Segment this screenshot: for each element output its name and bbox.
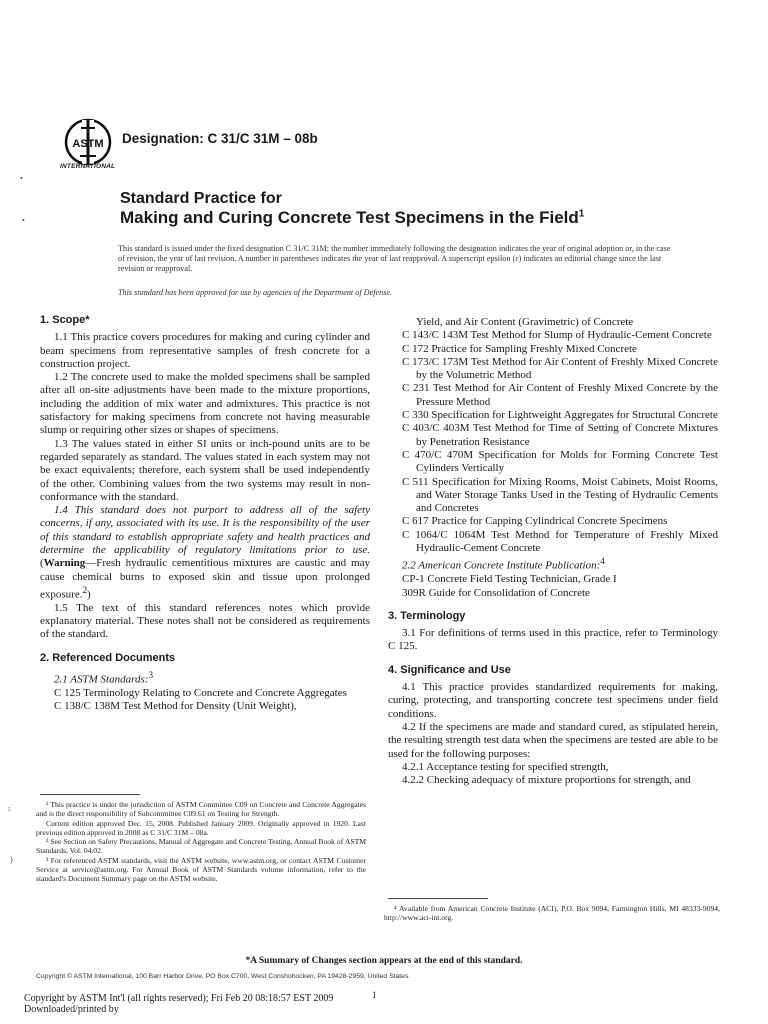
- ref-c138: C 138/C 138M Test Method for Density (Unit Weight),: [54, 700, 297, 713]
- ref-item: C 470/C 470M Specification for Molds for Forming Concrete Test Cylinders Vertically: [402, 448, 718, 475]
- scope-heading: 1. Scope*: [40, 314, 90, 326]
- footnote-1: ¹ This practice is under the jurisdiction of ASTM Committee C09 on Concrete and Concrete Aggregates and is the direct responsibility of Subcommittee C09.61 on Testing for Strength.: [36, 800, 366, 819]
- copyright-line: Copyright © ASTM International, 100 Barr Harbor Drive, PO Box C700, West Conshohocken, PA 19428-2959, United States.: [36, 973, 411, 980]
- ref-item: C 173/C 173M Test Method for Air Content of Freshly Mixed Concrete by the Volumetric Method: [402, 355, 718, 382]
- ref-item: C 330 Specification for Lightweight Aggregates for Structural Concrete: [402, 409, 718, 422]
- significance-heading: 4. Significance and Use: [388, 663, 511, 676]
- ref-item: C 511 Specification for Mixing Rooms, Moist Cabinets, Moist Rooms, and Water Storage Tanks Used in the Testing of Hydraulic Cements and Concretes: [402, 475, 718, 515]
- footnote-2: ² See Section on Safety Precautions, Manual of Aggregate and Concrete Testing, Annual Book of ASTM Standards, Vol. 04.02.: [36, 837, 366, 856]
- ref-item: C 617 Practice for Capping Cylindrical Concrete Specimens: [402, 515, 668, 528]
- referenced-documents-heading: 2. Referenced Documents: [40, 651, 176, 664]
- right-column: [388, 316, 718, 787]
- margin-mark: •: [22, 216, 25, 225]
- page-number: 1: [372, 990, 377, 1000]
- aci-ref: 309R Guide for Consolidation of Concrete: [402, 586, 590, 599]
- approval-note: This standard has been approved for use by agencies of the Department of Defense.: [118, 288, 393, 297]
- para-4-2: 4.2 If the specimens are made and standard cured, as stipulated herein, the resulting strength test data when the specimens are tested are able to be used for the following purposes:: [388, 720, 718, 760]
- para-4-2-2: 4.2.2 Checking adequacy of mixture proportions for strength, and: [402, 774, 691, 787]
- right-footnotes: [384, 904, 720, 923]
- para-1-2: 1.2 The concrete used to make the molded specimens shall be sampled after all on-site adjustments have been made to the mixture proportions, including the addition of mix water and admixtures. This practice is not satisfactory for making specimens from concrete not having measurable slump or requiring other sizes or shapes of specimens.: [40, 371, 370, 437]
- title-line2: Making and Curing Concrete Test Specimens in the Field$^1$: [120, 208, 585, 227]
- download-stamp: [24, 993, 333, 1015]
- para-1-3: 1.3 The values stated in either SI units or inch-pound units are to be regarded separately as standard. The values stated in each system may not be exact equivalents; therefore, each system shall be used independently of the other. Combining values from the two systems may result in non-conformance with the standard.: [40, 437, 370, 503]
- ref-c138-cont: Yield, and Air Content (Gravimetric) of Concrete: [416, 316, 634, 328]
- ref-item: C 403/C 403M Test Method for Time of Setting of Concrete Mixtures by Penetration Resistance: [402, 422, 718, 448]
- logo-international-text: INTERNATIONAL: [60, 163, 116, 170]
- left-footnotes: [36, 800, 366, 884]
- footnote-1b: Current edition approved Dec. 15, 2008. Published January 2009. Originally approved in 1920. Last previous edition approved in 2008 as C 31/C 31M – 08a.: [36, 818, 366, 837]
- download-stamp-line2: Downloaded/printed by: [24, 1004, 119, 1015]
- para-1-4: 1.4 This standard does not purport to address all of the safety concerns, if any, associated with its use. It is the responsibility of the user of this standard to establish appropriate safety and health practices and determine the applicability of regulatory limitations prior to use. (Warning—Fresh hydraulic cementitious mixtures are caustic and may cause chemical burns to exposed skin and tissue upon prolonged exposure.$^2$): [40, 504, 370, 601]
- ref-item: C 231 Test Method for Air Content of Freshly Mixed Concrete by the Pressure Method: [402, 382, 718, 408]
- ref-item: C 172 Practice for Sampling Freshly Mixed Concrete: [402, 342, 637, 355]
- footnote-rule: [388, 898, 488, 899]
- para-4-1: 4.1 This practice provides standardized requirements for making, curing, protecting, and transporting concrete test specimens under field conditions.: [388, 681, 718, 720]
- margin-mark: ): [10, 855, 13, 864]
- aci-ref: CP-1 Concrete Field Testing Technician, Grade I: [402, 573, 617, 586]
- terminology-heading: 3. Terminology: [388, 609, 466, 622]
- footnote-3: ³ For referenced ASTM standards, visit the ASTM website, www.astm.org, or contact ASTM Customer Service at service@astm.org. For Annual Book of ASTM Standards volume information, refer to the standard's Document Summary page on the ASTM website.: [36, 855, 366, 884]
- title-line1: Standard Practice for: [120, 190, 282, 207]
- footnote-rule: [40, 794, 140, 795]
- svg-text:ASTM: ASTM: [72, 138, 104, 150]
- summary-note: *A Summary of Changes section appears at the end of this standard.: [245, 956, 523, 966]
- para-4-2-1: 4.2.1 Acceptance testing for specified strength,: [402, 760, 609, 773]
- download-stamp-line1: Copyright by ASTM Int'l (all rights reserved); Fri Feb 20 08:18:57 EST 2009: [24, 993, 334, 1004]
- left-column: [40, 314, 370, 714]
- standard-notice: This standard is issued under the fixed designation C 31/C 31M; the number immediately following the designation indicates the year of original adoption or, in the case of revision, the year of last revision. A number in parentheses indicates the year of last reapproval. A superscript epsilon (ε) indicates an editorial change since the last revision or reapproval.: [118, 244, 671, 273]
- para-3-1: 3.1 For definitions of terms used in this practice, refer to Terminology C 125.: [388, 627, 718, 653]
- ref-item: C 1064/C 1064M Test Method for Temperature of Freshly Mixed Hydraulic-Cement Concrete: [402, 528, 718, 555]
- para-1-1: 1.1 This practice covers procedures for making and curing cylinder and beam specimens from representative samples of fresh concrete for a construction project.: [40, 331, 370, 370]
- designation: Designation: C 31/C 31M – 08b: [122, 131, 318, 146]
- astm-standards-label: 2.1 ASTM Standards:$^3$: [54, 670, 154, 686]
- ref-item: C 143/C 143M Test Method for Slump of Hydraulic-Cement Concrete: [402, 329, 712, 342]
- margin-mark: •: [20, 174, 23, 183]
- ref-c125: C 125 Terminology Relating to Concrete and Concrete Aggregates: [54, 687, 347, 700]
- footnote-4: ⁴ Available from American Concrete Institute (ACI), P.O. Box 9094, Farmington Hills, MI 48333-9094, http://www.aci-int.org.: [384, 904, 720, 923]
- para-1-5: 1.5 The text of this standard references notes which provide explanatory material. These notes shall not be considered as requirements of the standard.: [40, 601, 370, 641]
- aci-publication-label: 2.2 American Concrete Institute Publication:$^4$: [402, 556, 605, 572]
- margin-mark: ⁵: [8, 806, 11, 815]
